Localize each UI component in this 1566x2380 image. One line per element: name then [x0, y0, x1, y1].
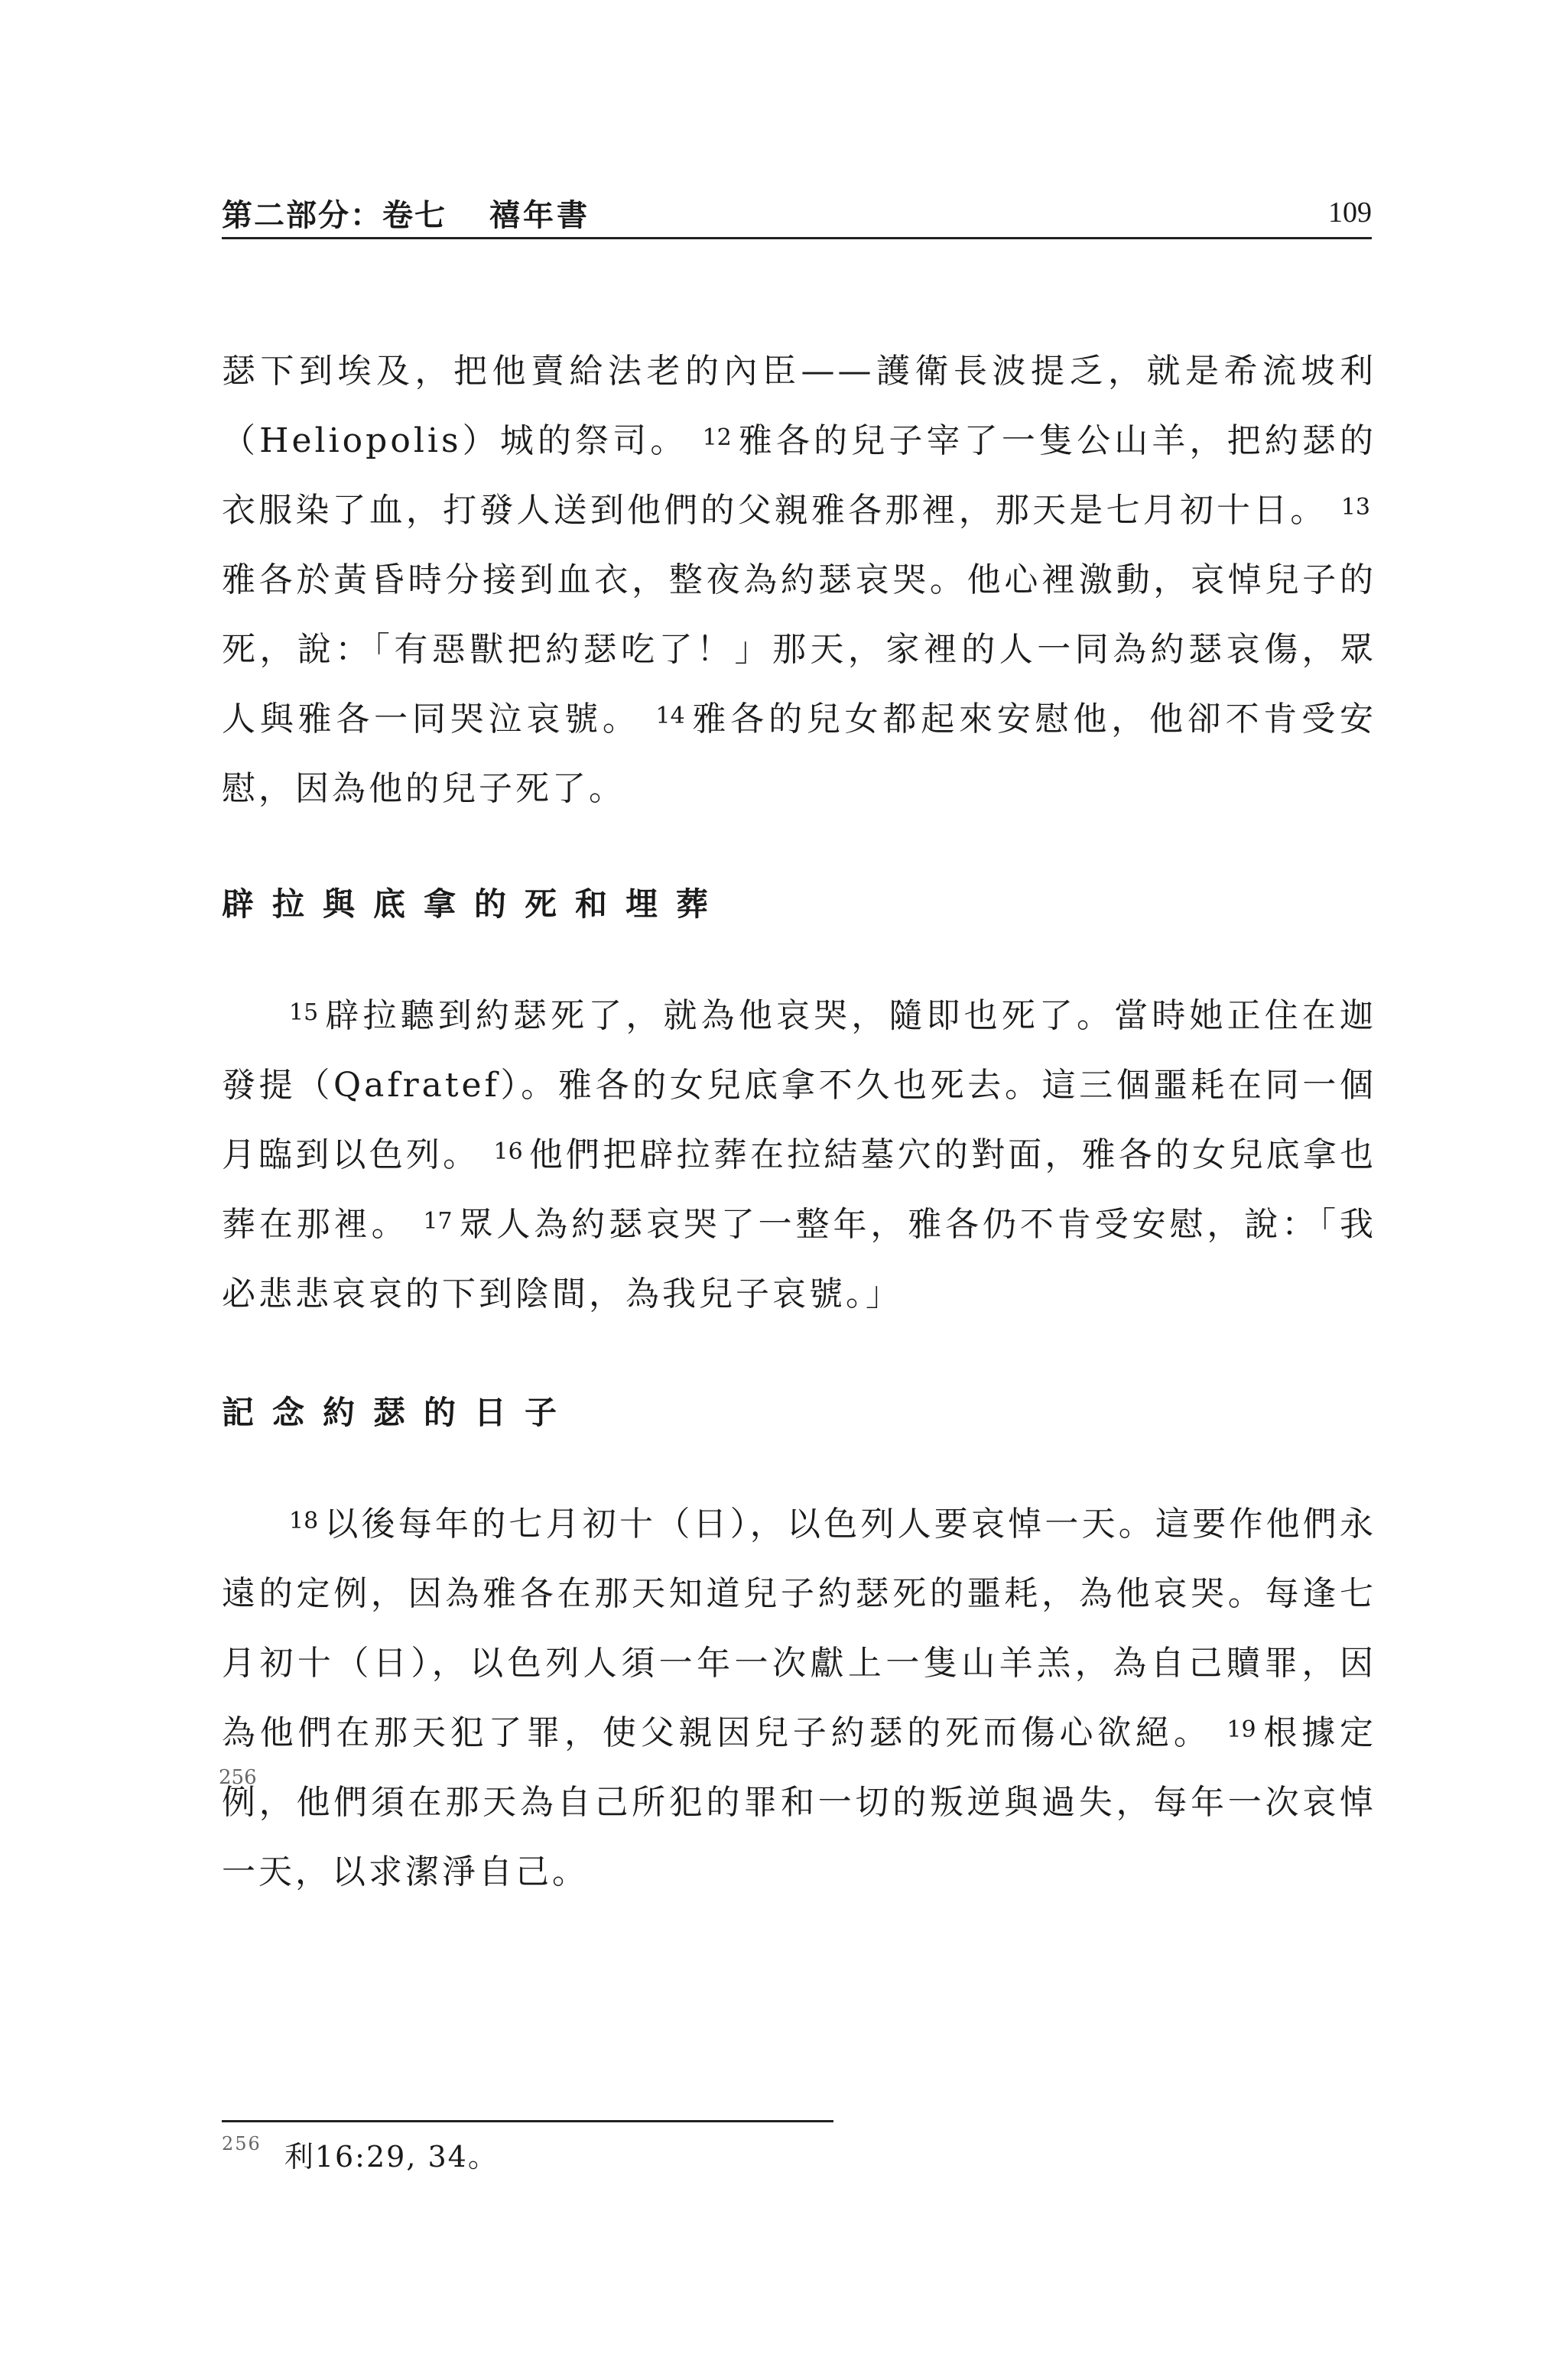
verse-text: 雅各的兒女都起來安慰他，他卻不肯受安慰，因為他的兒子死了。 [222, 700, 1376, 808]
paragraph-verses-18-19 [222, 1489, 1376, 1907]
page-number: 109 [1328, 196, 1372, 229]
header-book-title: 禧年書 [489, 198, 590, 233]
verse-number: 12 [702, 424, 732, 451]
verse-text: 辟拉聽到約瑟死了，就為他哀哭，隨即也死了。當時她正住在迦發提（Qafratef）。雅各的女兒底拿不久也死去。這三個噩耗在同一個月臨到以色列。 [222, 996, 1376, 1174]
paragraph [222, 1489, 1376, 1907]
section-heading: 記念約瑟的日子 [222, 1394, 576, 1431]
verse-number: 16 [493, 1138, 523, 1165]
verse-text: 瑟下到埃及，把他賣給法老的內臣——護衛長波提乏，就是希流坡利（Heliopolis）城的祭司。 [222, 352, 1376, 460]
paragraph-verses-11-14 [222, 336, 1376, 823]
verse-number: 18 [289, 1508, 319, 1534]
header-part-title: 第二部分：卷七 [222, 198, 447, 233]
verse-number: 17 [423, 1208, 453, 1235]
verse-text: 雅各於黃昏時分接到血衣，整夜為約瑟哀哭。他心裡激動，哀悼兒子的死，說：「有惡獸把約瑟吃了！」那天，家裡的人一同為約瑟哀傷，眾人與雅各一同哭泣哀號。 [222, 560, 1376, 739]
running-header [222, 183, 1372, 239]
footnote-marker: 256 [222, 2133, 262, 2154]
paragraph [222, 981, 1376, 1329]
verse-text: 以後每年的七月初十（日），以色列人要哀悼一天。這要作他們永遠的定例，因為雅各在那天知道兒子約瑟死的噩耗，為他哀哭。每逢七月初十（日），以色列人須一年一次獻上一隻山羊羔，為自己贖罪，因為他們在那天犯了罪，使父親因兒子約瑟的死而傷心欲絕。 [222, 1505, 1376, 1752]
verse-text: 眾人為約瑟哀哭了一整年，雅各仍不肯受安慰，說：「我必悲悲哀哀的下到陰間，為我兒子哀號。」 [222, 1205, 1377, 1313]
verse-number: 13 [1340, 494, 1370, 521]
footnote-divider [222, 2120, 833, 2122]
section-heading: 辟拉與底拿的死和埋葬 [222, 885, 727, 923]
verse-number: 19 [1226, 1716, 1256, 1743]
verse-text: 他們把辟拉葬在拉結墓穴的對面，雅各的女兒底拿也葬在那裡。 [222, 1135, 1376, 1244]
verse-text: 根據定例，他們須在那天為自己所犯的罪和一切的叛逆與過失，每年一次哀悼一天，以求潔淨自己。 [222, 1713, 1376, 1891]
paragraph [222, 336, 1376, 823]
footnote [222, 2133, 499, 2175]
paragraph-verses-15-17 [222, 981, 1376, 1329]
verse-number: 14 [655, 703, 685, 729]
verse-text: 雅各的兒子宰了一隻公山羊，把約瑟的衣服染了血，打發人送到他們的父親雅各那裡，那天是七月初十日。 [222, 421, 1376, 530]
verse-number: 15 [289, 999, 319, 1026]
footnote-reference-marker: 256 [219, 1766, 257, 1789]
footnote-text: 利16:29, 34。 [284, 2140, 499, 2174]
